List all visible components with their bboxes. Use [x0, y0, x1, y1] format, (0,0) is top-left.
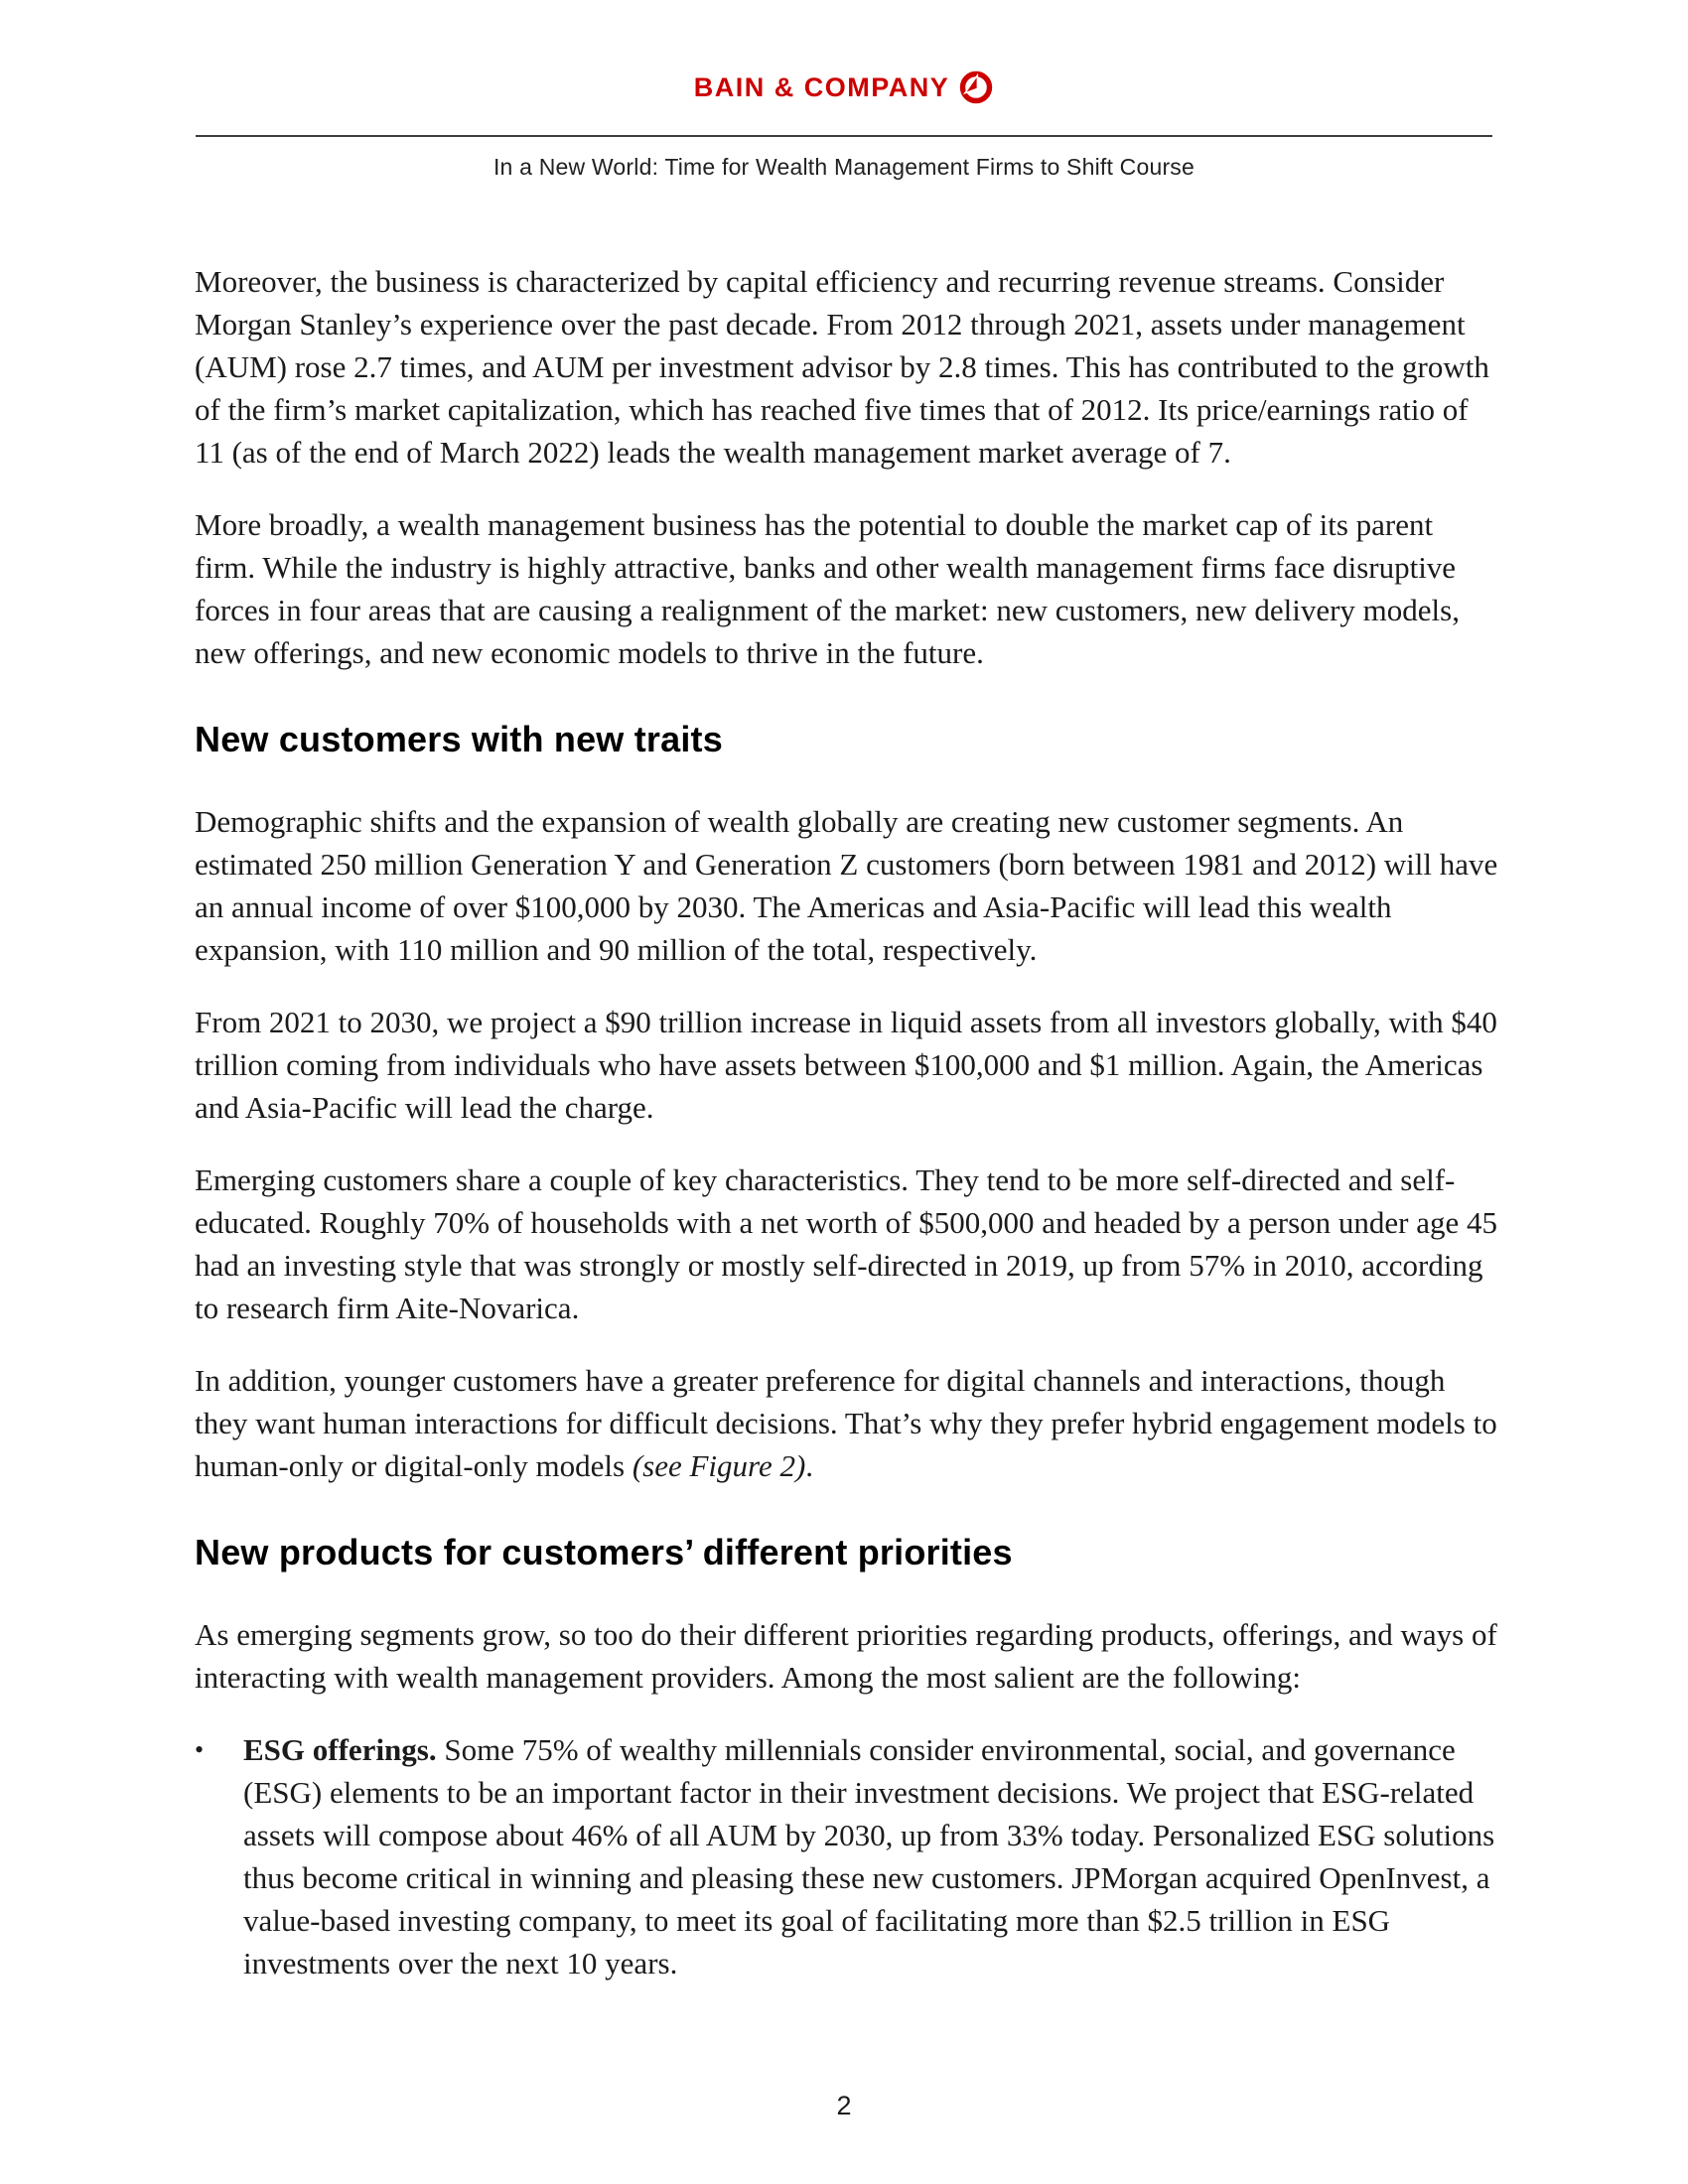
figure-2-reference: (see Figure 2) [632, 1448, 806, 1483]
bullet-item-esg-offerings [195, 1728, 1500, 1984]
header-divider [196, 135, 1492, 137]
bain-logo-text: BAIN & COMPANY [693, 71, 950, 102]
article-body [195, 260, 1500, 1984]
page-header [0, 0, 1688, 181]
bullet-text [243, 1728, 1500, 1984]
page-number: 2 [836, 2091, 852, 2120]
page-footer [0, 2091, 1688, 2121]
paragraph-emerging-segments: As emerging segments grow, so too do their different priorities regarding products, offerings, and ways of interacting with wealth management providers. Among the most salient are the following: [195, 1617, 1497, 1695]
running-title: In a New World: Time for Wealth Management Firms to Shift Course [492, 154, 1196, 180]
paragraph-digital-channels [195, 1359, 1500, 1487]
paragraph-liquid-assets: From 2021 to 2030, we project a $90 trillion increase in liquid assets from all investors globally, with $40 trillion coming from individuals who have assets between $100,000 and $1 million. Again, the Americas and Asia-Pacific will lead the charge. [195, 1005, 1497, 1125]
bain-compass-icon [958, 69, 994, 105]
bullet-body-text: Some 75% of wealthy millennials consider environmental, social, and governance (ESG) elements to be an important factor in their investment decisions. We project that ESG-related assets will compose about 46% of all AUM by 2030, up from 33% today. Personalized ESG solutions thus become critical in winning and pleasing these new customers. JPMorgan acquired OpenInvest, a value-based investing company, to meet its goal of facilitating more than $2.5 trillion in ESG investments over the next 10 years. [243, 1732, 1495, 1980]
paragraph-morgan-stanley: Moreover, the business is characterized by capital efficiency and recurring revenue streams. Consider Morgan Stanley’s experience over the past decade. From 2012 through 2021, assets under management (AUM) rose 2.7 times, and AUM per investment advisor by 2.8 times. This has contributed to the growth of the firm’s market capitalization, which has reached five times that of 2012. Its price/earnings ratio of 11 (as of the end of March 2022) leads the wealth management market average of 7. [195, 264, 1489, 470]
paragraph-digital-channels-period: . [805, 1448, 814, 1483]
bullet-marker: • [195, 1735, 205, 1764]
paragraph-disruptive-forces: More broadly, a wealth management business has the potential to double the market cap of its parent firm. While the industry is highly attractive, banks and other wealth management firms face disruptive forces in four areas that are causing a realignment of the market: new customers, new delivery models, new offerings, and new economic models to thrive in the future. [195, 507, 1460, 670]
paragraph-emerging-customers: Emerging customers share a couple of key characteristics. They tend to be more self-directed and self-educated. Roughly 70% of households with a net worth of $500,000 and headed by a person under age 45 had an investing style that was strongly or mostly self-directed in 2019, up from 57% in 2010, according to research firm Aite-Novarica. [195, 1162, 1498, 1325]
paragraph-demographic-shifts: Demographic shifts and the expansion of wealth globally are creating new customer segments. An estimated 250 million Generation Y and Generation Z customers (born between 1981 and 2012) will have an annual income of over $100,000 by 2030. The Americas and Asia-Pacific will lead this wealth expansion, with 110 million and 90 million of the total, respectively. [195, 804, 1498, 967]
bain-logo [694, 69, 995, 105]
bullet-lead-esg-offerings: ESG offerings. [243, 1732, 437, 1767]
section-heading-new-products: New products for customers’ different priorities [195, 1532, 1013, 1572]
paragraph-digital-channels-text: In addition, younger customers have a greater preference for digital channels and interactions, though they want human interactions for difficult decisions. That’s why they prefer hybrid engagement models to human-only or digital-only models [195, 1363, 1497, 1483]
section-heading-new-customers: New customers with new traits [195, 719, 723, 759]
